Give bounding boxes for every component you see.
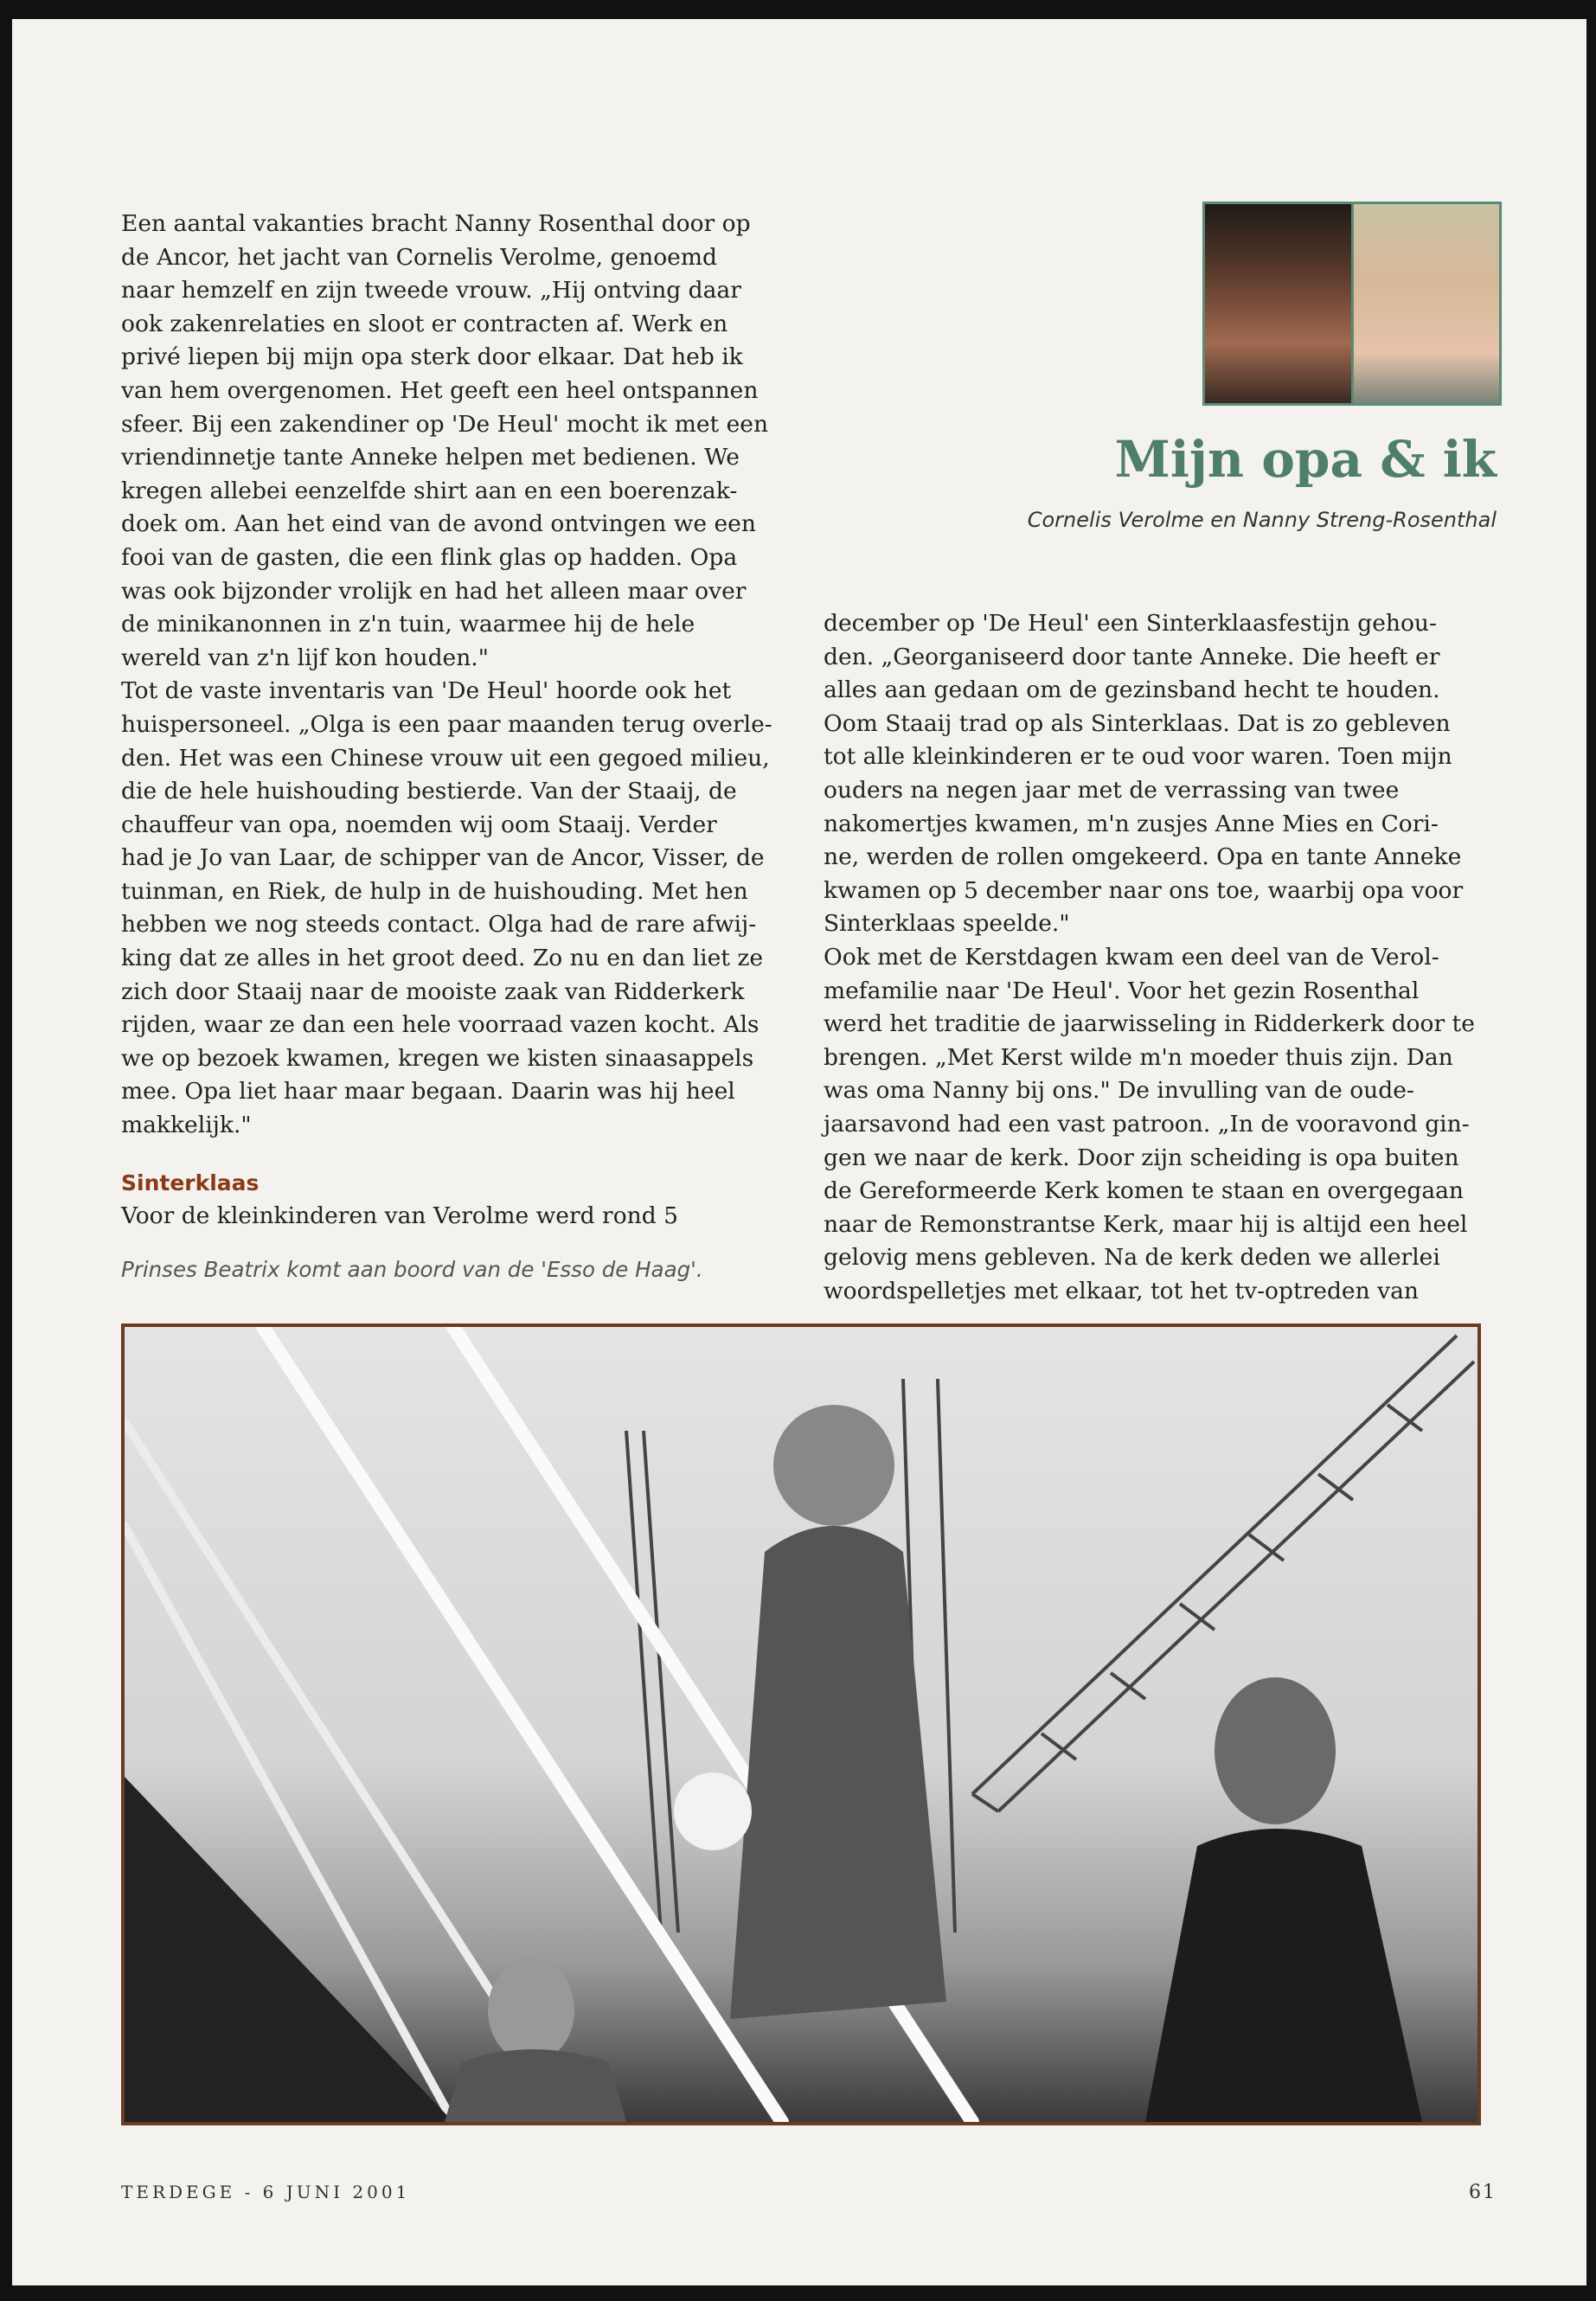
column-byline: Cornelis Verolme en Nanny Streng-Rosenthal	[1027, 508, 1497, 532]
man-head	[1215, 1677, 1336, 1824]
princess-head	[773, 1405, 894, 1526]
bouquet	[674, 1772, 752, 1850]
ship-launch-photo	[121, 1324, 1481, 2125]
right-column	[824, 607, 1490, 1308]
left-paragraph-2: Tot de vaste inventaris van 'De Heul' hoorde ook het huispersoneel. „Olga is een paar maanden terug overle- den. Het was een Chinese vrouw uit een gegoed milieu, die de hele huishouding bestierde. Van der Staaij, de chauffeur van opa, noemden wij oom Staaij. Verder had je Jo van Laar, de schipper van de Ancor, Visser, de tuinman, en Riek, de hulp in de huishouding. Met hen hebben we nog steeds contact. Olga had de rare afwij- king dat ze alles in het groot deed. Zo nu en dan liet ze zich door Staaij naar de mooiste zaak van Ridderkerk rijden, waar ze dan een hele voorraad vazen kocht. Als we op bezoek kwamen, kregen we kisten sinaasappels mee. Opa liet haar maar begaan. Daarin was hij heel makkelijk."	[121, 677, 772, 1139]
magazine-page	[12, 19, 1586, 2285]
left-column	[121, 208, 804, 1285]
photo-caption: Prinses Beatrix komt aan boord van de 'Esso de Haag'.	[121, 1256, 703, 1282]
princess-figure	[730, 1526, 946, 2019]
left-paragraph-1: Een aantal vakanties bracht Nanny Rosenthal door op de Ancor, het jacht van Cornelis Verolme, genoemd naar hemzelf en zijn tweede vrouw. „Hij ontving daar ook zakenrelaties en sloot er contracten af. Werk en privé liepen bij mijn opa sterk door elkaar. Dat heb ik van hem overgenomen. Het geeft een heel ontspannen sfeer. Bij een zakendiner op 'De Heul' mocht ik met een vriendinnetje tante Anneke helpen met bedienen. We kregen allebei eenzelfde shirt aan en een boerenzak- doek om. Aan het eind van de avond ontvingen we een fooi van de gasten, die een flink glas op hadden. Opa was ook bijzonder vrolijk en had het alleen maar over de minikanonnen in z'n tuin, waarmee hij de hele wereld van z'n lijf kon houden."	[121, 210, 769, 671]
subheading-sinterklaas: Sinterklaas	[121, 1170, 260, 1195]
footer-page-number: 61	[1469, 2182, 1497, 2203]
column-title: Mijn opa & ik	[1114, 430, 1497, 489]
footer-publication: TERDEGE - 6 JUNI 2001	[121, 2182, 411, 2202]
portrait-nanny-streng-rosenthal	[1354, 204, 1500, 403]
right-paragraph-2: Ook met de Kerstdagen kwam een deel van de Verol- mefamilie naar 'De Heul'. Voor het gezin Rosenthal werd het traditie de jaarwisseling in Ridderkerk door te brengen. „Met Kerst wilde m'n moeder thuis zijn. Dan was oma Nanny bij ons." De invulling van de oude- jaarsavond had een vast patroon. „In de vooravond gin- gen we naar de kerk. Door zijn scheiding is opa buiten de Gereformeerde Kerk komen te staan en overgegaan naar de Remonstrantse Kerk, maar hij is altijd een heel gelovig mens gebleven. Na de kerk deden we allerlei woordspelletjes met elkaar, tot het tv-optreden van	[824, 943, 1475, 1304]
official-suit	[445, 2049, 626, 2122]
official-head	[488, 1958, 574, 2062]
right-paragraph-1: december op 'De Heul' een Sinterklaasfestijn gehou- den. „Georganiseerd door tante Anneke. Die heeft er alles aan gedaan om de gezinsband hecht te houden. Oom Staaij trad op als Sinterklaas. Dat is zo gebleven tot alle kleinkinderen er te oud voor waren. Toen mijn ouders na negen jaar met de verrassing van twee nakomertjes kwamen, m'n zusjes Anne Mies en Cori- ne, werden de rollen omgekeerd. Opa en tante Anneke kwamen op 5 december naar ons toe, waarbij opa voor Sinterklaas speelde."	[824, 610, 1464, 938]
subheading-paragraph: Voor de kleinkinderen van Verolme werd rond 5	[121, 1202, 678, 1230]
portrait-pair	[1202, 202, 1502, 406]
portrait-cornelis-verolme	[1205, 204, 1351, 403]
photo-illustration	[125, 1327, 1477, 2122]
man-suit	[1145, 1829, 1422, 2122]
